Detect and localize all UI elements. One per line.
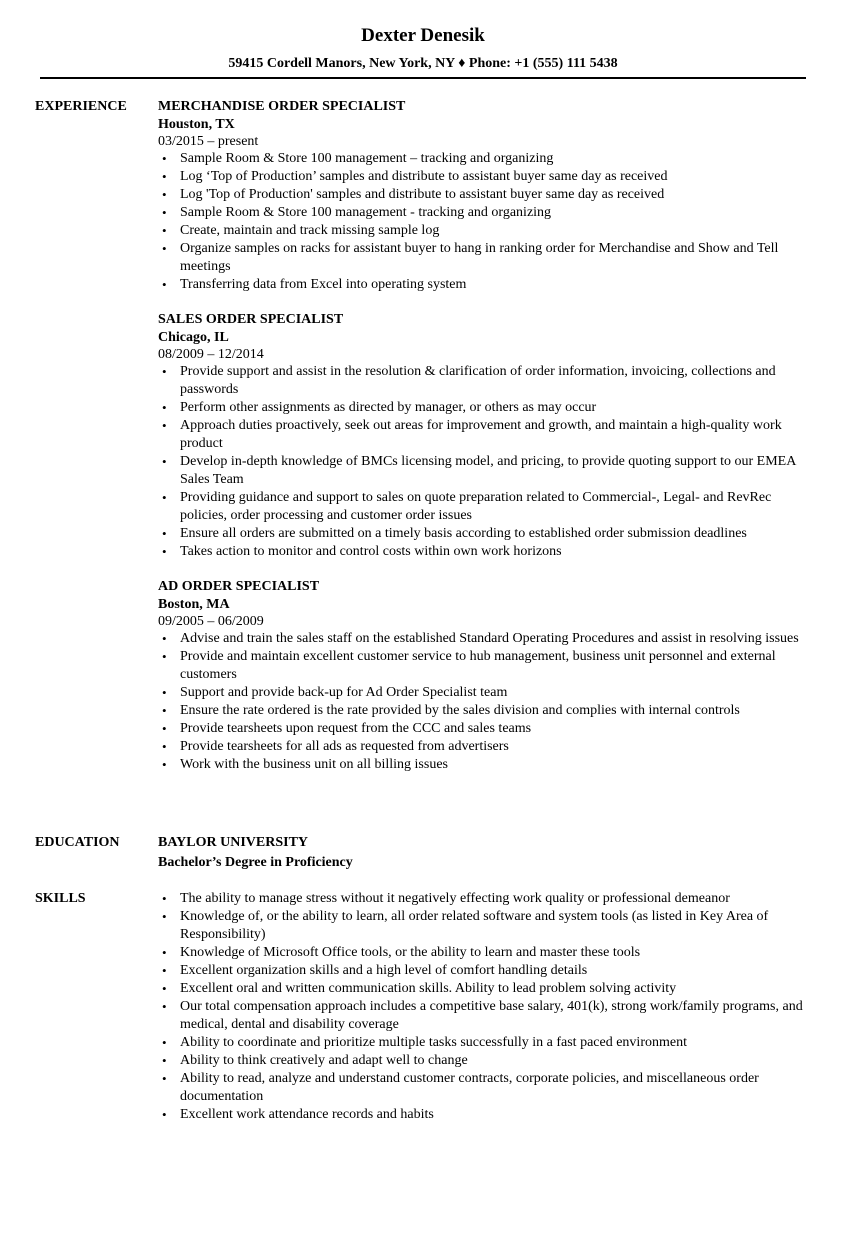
bullet-item: • Organize samples on racks for assistant buyer to hang in ranking order for Merchandise and Show and Tell meetings — [158, 240, 813, 276]
job-entry — [158, 98, 813, 294]
job-title: AD ORDER SPECIALIST — [158, 579, 320, 594]
bullet-item: • Excellent work attendance records and habits — [158, 1106, 813, 1124]
bullet-item: • Ability to read, analyze and understand customer contracts, corporate policies, and miscellaneous order documentation — [158, 1070, 813, 1106]
job-dates: 08/2009 – 12/2014 — [158, 347, 264, 362]
bullet-item: • Providing guidance and support to sales on quote preparation related to Commercial-, Legal- and RevRec policies, order processing and customer order issues — [158, 489, 813, 525]
bullet-item: • Develop in-depth knowledge of BMCs licensing model, and pricing, to provide quoting support to our EMEA Sales Team — [158, 453, 813, 489]
section-label-education: EDUCATION — [35, 835, 120, 850]
skills-bullets — [158, 890, 813, 1124]
bullet-item: • Takes action to monitor and control costs within own work horizons — [158, 543, 813, 561]
job-title: SALES ORDER SPECIALIST — [158, 312, 344, 327]
bullet-item: • Transferring data from Excel into operating system — [158, 276, 813, 294]
job-entry — [158, 311, 813, 561]
bullet-item: • Ability to coordinate and prioritize multiple tasks successfully in a fast paced environment — [158, 1034, 813, 1052]
contact-line: 59415 Cordell Manors, New York, NY ♦ Phone: +1 (555) 111 5438 — [228, 56, 618, 71]
job-entry — [158, 578, 813, 774]
bullet-item: • Provide tearsheets upon request from the CCC and sales teams — [158, 720, 813, 738]
bullet-item: • Log ‘Top of Production’ samples and distribute to assistant buyer same day as received — [158, 168, 813, 186]
bullet-item: • Sample Room & Store 100 management – tracking and organizing — [158, 150, 813, 168]
bullet-item: • Excellent oral and written communication skills. Ability to lead problem solving activity — [158, 980, 813, 998]
bullet-item: • Ability to think creatively and adapt well to change — [158, 1052, 813, 1070]
bullet-item: • Provide tearsheets for all ads as requested from advertisers — [158, 738, 813, 756]
header-divider — [40, 77, 806, 79]
job-bullets — [158, 150, 813, 294]
skills-list — [158, 890, 813, 1124]
bullet-item: • Provide support and assist in the resolution & clarification of order information, invoicing, collections and passwords — [158, 363, 813, 399]
bullet-item: • The ability to manage stress without it negatively effecting work quality or professional demeanor — [158, 890, 813, 908]
job-dates: 03/2015 – present — [158, 134, 259, 149]
candidate-name: Dexter Denesik — [361, 25, 485, 46]
section-label-skills: SKILLS — [35, 891, 86, 906]
job-bullets — [158, 630, 813, 774]
bullet-item: • Work with the business unit on all billing issues — [158, 756, 813, 774]
job-dates: 09/2005 – 06/2009 — [158, 614, 264, 629]
resume-header — [40, 24, 806, 73]
bullet-item: • Sample Room & Store 100 management - tracking and organizing — [158, 204, 813, 222]
school-name: BAYLOR UNIVERSITY — [158, 835, 309, 850]
job-location: Chicago, IL — [158, 330, 229, 345]
bullet-item: • Perform other assignments as directed by manager, or others as may occur — [158, 399, 813, 417]
bullet-item: • Ensure all orders are submitted on a timely basis according to established order submission deadlines — [158, 525, 813, 543]
bullet-item: • Create, maintain and track missing sample log — [158, 222, 813, 240]
education-entry — [158, 834, 813, 873]
bullet-item: • Provide and maintain excellent customer service to hub management, business unit personnel and external customers — [158, 648, 813, 684]
bullet-item: • Our total compensation approach includes a competitive base salary, 401(k), strong work/family programs, and medical, dental and disability coverage — [158, 998, 813, 1034]
job-title: MERCHANDISE ORDER SPECIALIST — [158, 99, 406, 114]
bullet-item: • Support and provide back-up for Ad Order Specialist team — [158, 684, 813, 702]
section-label-experience: EXPERIENCE — [35, 99, 127, 114]
job-bullets — [158, 363, 813, 561]
bullet-item: • Ensure the rate ordered is the rate provided by the sales division and complies with internal controls — [158, 702, 813, 720]
experience-list — [158, 98, 813, 791]
bullet-item: • Knowledge of, or the ability to learn, all order related software and system tools (as listed in Key Area of Responsibility) — [158, 908, 813, 944]
job-location: Boston, MA — [158, 597, 230, 612]
bullet-item: • Log 'Top of Production' samples and distribute to assistant buyer same day as received — [158, 186, 813, 204]
degree: Bachelor’s Degree in Proficiency — [158, 855, 353, 870]
job-location: Houston, TX — [158, 117, 235, 132]
bullet-item: • Approach duties proactively, seek out areas for improvement and growth, and maintain a high-quality work product — [158, 417, 813, 453]
bullet-item: • Excellent organization skills and a high level of comfort handling details — [158, 962, 813, 980]
bullet-item: • Knowledge of Microsoft Office tools, or the ability to learn and master these tools — [158, 944, 813, 962]
bullet-item: • Advise and train the sales staff on the established Standard Operating Procedures and assist in resolving issues — [158, 630, 813, 648]
